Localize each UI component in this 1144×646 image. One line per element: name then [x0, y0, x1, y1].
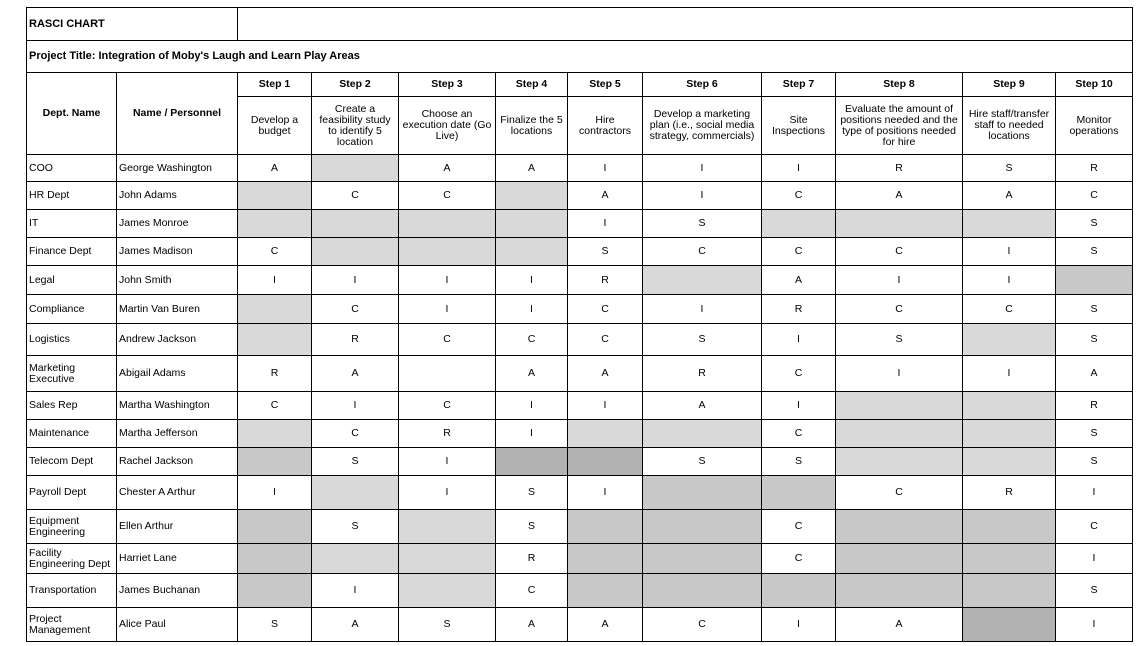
- rasci-cell-step-1[interactable]: [238, 544, 312, 574]
- table-row: [27, 266, 1133, 295]
- rasci-cell-step-8[interactable]: [836, 510, 963, 544]
- dept-cell[interactable]: Finance Dept: [27, 238, 117, 266]
- rasci-cell-step-1[interactable]: C: [238, 392, 312, 420]
- rasci-cell-step-5[interactable]: A: [568, 182, 643, 210]
- rasci-cell-step-5[interactable]: R: [568, 266, 643, 295]
- dept-cell[interactable]: Compliance: [27, 295, 117, 324]
- step-10-header[interactable]: Step 10: [1056, 73, 1133, 97]
- rasci-cell-step-7[interactable]: [762, 210, 836, 238]
- rasci-cell-step-3[interactable]: I: [399, 476, 496, 510]
- rasci-cell-step-6[interactable]: I: [643, 295, 762, 324]
- rasci-cell-step-5[interactable]: [568, 420, 643, 448]
- step-5-header[interactable]: Step 5: [568, 73, 643, 97]
- step-7-header[interactable]: Step 7: [762, 73, 836, 97]
- rasci-cell-step-6[interactable]: [643, 420, 762, 448]
- rasci-cell-step-4[interactable]: S: [496, 510, 568, 544]
- rasci-cell-step-2[interactable]: C: [312, 420, 399, 448]
- rasci-cell-step-4[interactable]: I: [496, 266, 568, 295]
- step-3-description[interactable]: Choose an execution date (Go Live): [399, 97, 496, 155]
- rasci-cell-step-4[interactable]: [496, 182, 568, 210]
- rasci-cell-step-3[interactable]: C: [399, 324, 496, 356]
- rasci-cell-step-2[interactable]: C: [312, 295, 399, 324]
- rasci-cell-step-3[interactable]: [399, 210, 496, 238]
- rasci-cell-step-9[interactable]: [963, 574, 1056, 608]
- rasci-cell-step-2[interactable]: I: [312, 266, 399, 295]
- rasci-cell-step-9[interactable]: [963, 392, 1056, 420]
- rasci-cell-step-6[interactable]: I: [643, 155, 762, 182]
- rasci-cell-step-6[interactable]: [643, 266, 762, 295]
- rasci-cell-step-2[interactable]: A: [312, 356, 399, 392]
- rasci-cell-step-10[interactable]: S: [1056, 324, 1133, 356]
- rasci-cell-step-4[interactable]: A: [496, 608, 568, 642]
- rasci-cell-step-2[interactable]: A: [312, 608, 399, 642]
- rasci-cell-step-4[interactable]: A: [496, 356, 568, 392]
- rasci-cell-step-2[interactable]: S: [312, 510, 399, 544]
- rasci-cell-step-10[interactable]: I: [1056, 544, 1133, 574]
- rasci-cell-step-6[interactable]: S: [643, 324, 762, 356]
- table-row: [27, 476, 1133, 510]
- project-title[interactable]: Project Title: Integration of Moby's Laugh and Learn Play Areas: [27, 41, 1133, 73]
- rasci-cell-step-5[interactable]: A: [568, 608, 643, 642]
- rasci-cell-step-5[interactable]: I: [568, 210, 643, 238]
- table-row: [27, 356, 1133, 392]
- rasci-cell-step-10[interactable]: S: [1056, 574, 1133, 608]
- rasci-cell-step-10[interactable]: C: [1056, 510, 1133, 544]
- rasci-cell-step-9[interactable]: I: [963, 356, 1056, 392]
- rasci-cell-step-6[interactable]: [643, 574, 762, 608]
- rasci-cell-step-7[interactable]: S: [762, 448, 836, 476]
- rasci-cell-step-5[interactable]: A: [568, 356, 643, 392]
- rasci-cell-step-5[interactable]: [568, 544, 643, 574]
- rasci-cell-step-8[interactable]: A: [836, 182, 963, 210]
- personnel-cell[interactable]: James Madison: [117, 238, 238, 266]
- rasci-cell-step-3[interactable]: [399, 544, 496, 574]
- rasci-cell-step-3[interactable]: S: [399, 608, 496, 642]
- dept-name-header[interactable]: Dept. Name: [27, 73, 117, 155]
- rasci-cell-step-5[interactable]: I: [568, 155, 643, 182]
- table-row: [27, 392, 1133, 420]
- rasci-cell-step-8[interactable]: [836, 420, 963, 448]
- personnel-cell[interactable]: Andrew Jackson: [117, 324, 238, 356]
- rasci-cell-step-6[interactable]: [643, 544, 762, 574]
- rasci-cell-step-10[interactable]: I: [1056, 476, 1133, 510]
- rasci-cell-step-2[interactable]: C: [312, 182, 399, 210]
- rasci-cell-step-7[interactable]: I: [762, 608, 836, 642]
- table-row: [27, 295, 1133, 324]
- step-6-header[interactable]: Step 6: [643, 73, 762, 97]
- rasci-cell-step-4[interactable]: C: [496, 574, 568, 608]
- dept-cell[interactable]: Sales Rep: [27, 392, 117, 420]
- step-2-description[interactable]: Create a feasibility study to identify 5 location: [312, 97, 399, 155]
- step-4-description[interactable]: Finalize the 5 locations: [496, 97, 568, 155]
- rasci-cell-step-1[interactable]: A: [238, 155, 312, 182]
- rasci-cell-step-5[interactable]: I: [568, 392, 643, 420]
- rasci-cell-step-4[interactable]: I: [496, 420, 568, 448]
- rasci-cell-step-7[interactable]: C: [762, 182, 836, 210]
- rasci-cell-step-2[interactable]: I: [312, 574, 399, 608]
- rasci-cell-step-1[interactable]: [238, 420, 312, 448]
- rasci-cell-step-4[interactable]: R: [496, 544, 568, 574]
- rasci-cell-step-9[interactable]: [963, 448, 1056, 476]
- step-1-description[interactable]: Develop a budget: [238, 97, 312, 155]
- rasci-cell-step-2[interactable]: [312, 544, 399, 574]
- dept-cell[interactable]: Transportation: [27, 574, 117, 608]
- rasci-cell-step-3[interactable]: C: [399, 182, 496, 210]
- rasci-cell-step-7[interactable]: R: [762, 295, 836, 324]
- rasci-cell-step-6[interactable]: R: [643, 356, 762, 392]
- table-row: [27, 544, 1133, 574]
- rasci-cell-step-8[interactable]: [836, 210, 963, 238]
- rasci-cell-step-9[interactable]: [963, 544, 1056, 574]
- personnel-cell[interactable]: Abigail Adams: [117, 356, 238, 392]
- rasci-cell-step-9[interactable]: R: [963, 476, 1056, 510]
- rasci-cell-step-5[interactable]: I: [568, 476, 643, 510]
- rasci-cell-step-7[interactable]: I: [762, 392, 836, 420]
- step-3-header[interactable]: Step 3: [399, 73, 496, 97]
- rasci-cell-step-8[interactable]: [836, 392, 963, 420]
- rasci-cell-step-7[interactable]: C: [762, 420, 836, 448]
- personnel-header[interactable]: Name / Personnel: [117, 73, 238, 155]
- dept-cell[interactable]: Project Management: [27, 608, 117, 642]
- dept-cell[interactable]: Facility Engineering Dept: [27, 544, 117, 574]
- rasci-cell-step-1[interactable]: I: [238, 476, 312, 510]
- rasci-cell-step-10[interactable]: S: [1056, 420, 1133, 448]
- rasci-cell-step-8[interactable]: [836, 574, 963, 608]
- rasci-cell-step-1[interactable]: [238, 574, 312, 608]
- personnel-cell[interactable]: James Monroe: [117, 210, 238, 238]
- dept-cell[interactable]: Payroll Dept: [27, 476, 117, 510]
- rasci-cell-step-6[interactable]: [643, 510, 762, 544]
- personnel-cell[interactable]: Chester A Arthur: [117, 476, 238, 510]
- step-7-description[interactable]: Site Inspections: [762, 97, 836, 155]
- rasci-cell-step-7[interactable]: A: [762, 266, 836, 295]
- rasci-cell-step-3[interactable]: A: [399, 155, 496, 182]
- rasci-cell-step-6[interactable]: C: [643, 608, 762, 642]
- rasci-cell-step-9[interactable]: C: [963, 295, 1056, 324]
- rasci-cell-step-9[interactable]: [963, 420, 1056, 448]
- rasci-cell-step-3[interactable]: I: [399, 295, 496, 324]
- rasci-cell-step-8[interactable]: C: [836, 476, 963, 510]
- rasci-cell-step-10[interactable]: S: [1056, 210, 1133, 238]
- personnel-cell[interactable]: Martha Jefferson: [117, 420, 238, 448]
- personnel-cell[interactable]: Alice Paul: [117, 608, 238, 642]
- table-row: [27, 510, 1133, 544]
- rasci-cell-step-3[interactable]: R: [399, 420, 496, 448]
- rasci-cell-step-2[interactable]: [312, 238, 399, 266]
- rasci-cell-step-2[interactable]: I: [312, 392, 399, 420]
- table-row: [27, 155, 1133, 182]
- step-5-description[interactable]: Hire contractors: [568, 97, 643, 155]
- dept-cell[interactable]: Legal: [27, 266, 117, 295]
- rasci-cell-step-4[interactable]: [496, 210, 568, 238]
- rasci-cell-step-10[interactable]: [1056, 266, 1133, 295]
- rasci-cell-step-1[interactable]: R: [238, 356, 312, 392]
- rasci-cell-step-8[interactable]: R: [836, 155, 963, 182]
- rasci-cell-step-4[interactable]: [496, 238, 568, 266]
- personnel-cell[interactable]: James Buchanan: [117, 574, 238, 608]
- personnel-cell[interactable]: Rachel Jackson: [117, 448, 238, 476]
- rasci-cell-step-2[interactable]: S: [312, 448, 399, 476]
- step-1-header[interactable]: Step 1: [238, 73, 312, 97]
- rasci-cell-step-8[interactable]: [836, 544, 963, 574]
- dept-cell[interactable]: Maintenance: [27, 420, 117, 448]
- rasci-cell-step-4[interactable]: C: [496, 324, 568, 356]
- rasci-cell-step-9[interactable]: [963, 210, 1056, 238]
- rasci-cell-step-10[interactable]: R: [1056, 392, 1133, 420]
- table-row: [27, 210, 1133, 238]
- rasci-cell-step-9[interactable]: [963, 324, 1056, 356]
- rasci-cell-step-1[interactable]: S: [238, 608, 312, 642]
- dept-cell[interactable]: IT: [27, 210, 117, 238]
- rasci-cell-step-1[interactable]: [238, 182, 312, 210]
- rasci-cell-step-8[interactable]: [836, 448, 963, 476]
- personnel-cell[interactable]: Martha Washington: [117, 392, 238, 420]
- rasci-cell-step-6[interactable]: [643, 476, 762, 510]
- table-row: [27, 608, 1133, 642]
- rasci-cell-step-5[interactable]: C: [568, 295, 643, 324]
- rasci-cell-step-10[interactable]: S: [1056, 295, 1133, 324]
- rasci-cell-step-1[interactable]: [238, 295, 312, 324]
- table-row: [27, 182, 1133, 210]
- rasci-cell-step-1[interactable]: [238, 210, 312, 238]
- rasci-cell-step-7[interactable]: C: [762, 544, 836, 574]
- table-row: [27, 448, 1133, 476]
- rasci-cell-step-6[interactable]: S: [643, 448, 762, 476]
- rasci-cell-step-1[interactable]: [238, 510, 312, 544]
- rasci-cell-step-7[interactable]: C: [762, 356, 836, 392]
- rasci-cell-step-1[interactable]: [238, 448, 312, 476]
- dept-cell[interactable]: Equipment Engineering: [27, 510, 117, 544]
- rasci-cell-step-10[interactable]: S: [1056, 238, 1133, 266]
- dept-cell[interactable]: Marketing Executive: [27, 356, 117, 392]
- rasci-cell-step-9[interactable]: I: [963, 266, 1056, 295]
- rasci-cell-step-3[interactable]: [399, 510, 496, 544]
- table-row: [27, 324, 1133, 356]
- table-row: [27, 574, 1133, 608]
- rasci-cell-step-5[interactable]: [568, 510, 643, 544]
- rasci-cell-step-8[interactable]: I: [836, 266, 963, 295]
- rasci-cell-step-10[interactable]: C: [1056, 182, 1133, 210]
- rasci-cell-step-1[interactable]: [238, 324, 312, 356]
- personnel-cell[interactable]: Martin Van Buren: [117, 295, 238, 324]
- rasci-cell-step-4[interactable]: I: [496, 392, 568, 420]
- dept-cell[interactable]: Logistics: [27, 324, 117, 356]
- rasci-cell-step-2[interactable]: [312, 210, 399, 238]
- rasci-cell-step-6[interactable]: I: [643, 182, 762, 210]
- rasci-cell-step-9[interactable]: [963, 608, 1056, 642]
- rasci-cell-step-3[interactable]: [399, 238, 496, 266]
- rasci-cell-step-6[interactable]: A: [643, 392, 762, 420]
- sheet-title-blank[interactable]: [238, 8, 1133, 41]
- rasci-cell-step-3[interactable]: I: [399, 448, 496, 476]
- rasci-cell-step-5[interactable]: [568, 574, 643, 608]
- rasci-cell-step-9[interactable]: I: [963, 238, 1056, 266]
- rasci-cell-step-3[interactable]: C: [399, 392, 496, 420]
- rasci-cell-step-9[interactable]: S: [963, 155, 1056, 182]
- rasci-cell-step-10[interactable]: I: [1056, 608, 1133, 642]
- rasci-cell-step-8[interactable]: C: [836, 295, 963, 324]
- dept-cell[interactable]: Telecom Dept: [27, 448, 117, 476]
- step-2-header[interactable]: Step 2: [312, 73, 399, 97]
- step-9-header[interactable]: Step 9: [963, 73, 1056, 97]
- step-10-description[interactable]: Monitor operations: [1056, 97, 1133, 155]
- step-8-description[interactable]: Evaluate the amount of positions needed and the type of positions needed for hire: [836, 97, 963, 155]
- rasci-cell-step-2[interactable]: [312, 476, 399, 510]
- rasci-cell-step-3[interactable]: I: [399, 266, 496, 295]
- rasci-cell-step-2[interactable]: [312, 155, 399, 182]
- step-4-header[interactable]: Step 4: [496, 73, 568, 97]
- step-9-description[interactable]: Hire staff/transfer staff to needed locations: [963, 97, 1056, 155]
- rasci-cell-step-8[interactable]: I: [836, 356, 963, 392]
- rasci-cell-step-4[interactable]: [496, 448, 568, 476]
- personnel-cell[interactable]: John Adams: [117, 182, 238, 210]
- table-row: [27, 238, 1133, 266]
- rasci-cell-step-6[interactable]: S: [643, 210, 762, 238]
- rasci-cell-step-8[interactable]: A: [836, 608, 963, 642]
- rasci-cell-step-1[interactable]: C: [238, 238, 312, 266]
- rasci-cell-step-7[interactable]: [762, 476, 836, 510]
- rasci-cell-step-9[interactable]: [963, 510, 1056, 544]
- rasci-cell-step-4[interactable]: A: [496, 155, 568, 182]
- rasci-cell-step-8[interactable]: S: [836, 324, 963, 356]
- step-8-header[interactable]: Step 8: [836, 73, 963, 97]
- rasci-cell-step-5[interactable]: [568, 448, 643, 476]
- personnel-cell[interactable]: George Washington: [117, 155, 238, 182]
- rasci-table: [26, 7, 1133, 642]
- rasci-cell-step-7[interactable]: I: [762, 155, 836, 182]
- rasci-cell-step-5[interactable]: S: [568, 238, 643, 266]
- personnel-cell[interactable]: John Smith: [117, 266, 238, 295]
- rasci-cell-step-7[interactable]: C: [762, 238, 836, 266]
- rasci-cell-step-3[interactable]: [399, 356, 496, 392]
- rasci-cell-step-10[interactable]: R: [1056, 155, 1133, 182]
- rasci-cell-step-6[interactable]: C: [643, 238, 762, 266]
- rasci-cell-step-7[interactable]: I: [762, 324, 836, 356]
- rasci-cell-step-7[interactable]: C: [762, 510, 836, 544]
- rasci-cell-step-7[interactable]: [762, 574, 836, 608]
- rasci-cell-step-4[interactable]: I: [496, 295, 568, 324]
- rasci-cell-step-2[interactable]: R: [312, 324, 399, 356]
- step-6-description[interactable]: Develop a marketing plan (i.e., social media strategy, commercials): [643, 97, 762, 155]
- rasci-cell-step-5[interactable]: C: [568, 324, 643, 356]
- personnel-cell[interactable]: Harriet Lane: [117, 544, 238, 574]
- personnel-cell[interactable]: Ellen Arthur: [117, 510, 238, 544]
- rasci-cell-step-3[interactable]: [399, 574, 496, 608]
- rasci-cell-step-4[interactable]: S: [496, 476, 568, 510]
- rasci-cell-step-8[interactable]: C: [836, 238, 963, 266]
- rasci-cell-step-1[interactable]: I: [238, 266, 312, 295]
- dept-cell[interactable]: COO: [27, 155, 117, 182]
- dept-cell[interactable]: HR Dept: [27, 182, 117, 210]
- rasci-cell-step-10[interactable]: S: [1056, 448, 1133, 476]
- table-row: [27, 420, 1133, 448]
- sheet-title[interactable]: RASCI CHART: [27, 8, 238, 41]
- rasci-cell-step-10[interactable]: A: [1056, 356, 1133, 392]
- rasci-cell-step-9[interactable]: A: [963, 182, 1056, 210]
